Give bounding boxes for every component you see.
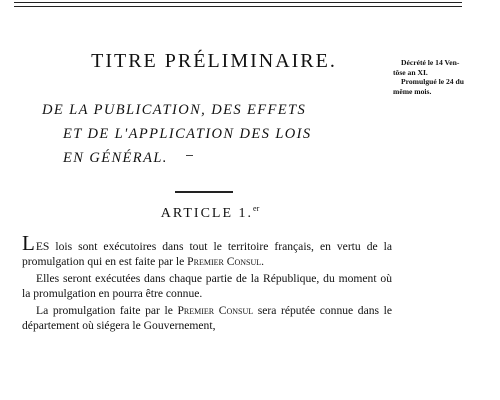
paragraph-3-text-b: sera réputée connue dans le département où siégera le Gouvernement, xyxy=(22,304,392,332)
margin-note-line-1: Décrété le 14 Ven- xyxy=(401,58,460,67)
margin-note-line-2: tôse an XI. xyxy=(393,67,428,77)
section-divider xyxy=(175,191,233,193)
subtitle-line-3: EN GÉNÉRAL. xyxy=(63,150,168,166)
margin-note-line-3: Promulgué le 24 du xyxy=(401,77,464,86)
margin-note xyxy=(393,58,500,96)
article-number: 1. xyxy=(238,206,254,221)
premier-consul-2: Premier Consul xyxy=(177,304,254,317)
subtitle-line-1: DE LA PUBLICATION, DES EFFETS xyxy=(42,102,307,118)
small-dash xyxy=(186,155,193,156)
article-body xyxy=(22,231,392,335)
paragraph-1-end: . xyxy=(261,255,265,268)
paragraph-1 xyxy=(22,231,392,269)
article-label: ARTICLE xyxy=(160,206,234,221)
paragraph-1-text: lois sont exécutoires dans tout le territoire français, en vertu de la promulgation qui en est faite par le xyxy=(22,240,392,268)
subtitle xyxy=(42,98,382,170)
paragraph-3-text-a: La promulgation faite par le xyxy=(36,304,173,317)
subtitle-line-2: ET DE L'APPLICATION DES LOIS xyxy=(63,126,312,142)
paragraph-3 xyxy=(22,303,392,333)
paragraph-2: Elles seront exécutées dans chaque partie de la République, du moment où la promulgation en pourra être connue. xyxy=(22,272,392,300)
first-word-rest: ES xyxy=(35,240,50,253)
top-rule xyxy=(14,2,462,3)
top-rule-double xyxy=(14,6,462,7)
page-title: TITRE PRÉLIMINAIRE. xyxy=(91,50,337,72)
article-number-suffix: er xyxy=(253,204,260,213)
margin-note-line-4: même mois. xyxy=(393,86,432,96)
article-heading xyxy=(130,204,290,222)
premier-consul-1: Premier Consul xyxy=(187,255,262,268)
drop-cap: L xyxy=(22,231,36,255)
